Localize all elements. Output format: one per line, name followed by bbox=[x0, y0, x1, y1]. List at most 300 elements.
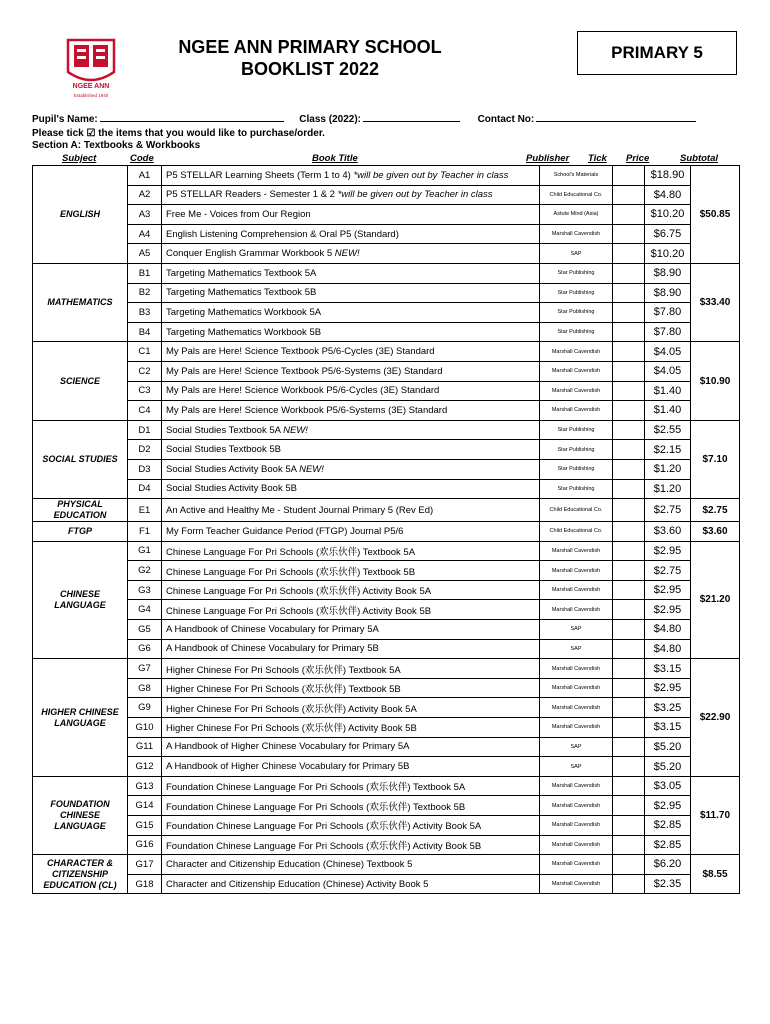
code-cell: C2 bbox=[128, 361, 162, 381]
tick-cell[interactable] bbox=[613, 757, 645, 777]
publisher-cell: Marshall Cavendish bbox=[540, 855, 613, 875]
table-row bbox=[33, 561, 740, 581]
publisher-cell: SAP bbox=[540, 244, 613, 264]
publisher-cell: Marshall Cavendish bbox=[540, 874, 613, 894]
price-cell: $2.15 bbox=[645, 440, 691, 460]
document-title bbox=[150, 36, 470, 80]
book-title-cell bbox=[162, 600, 540, 620]
table-row bbox=[33, 580, 740, 600]
book-title-cell bbox=[162, 283, 540, 303]
price-cell: $3.05 bbox=[645, 776, 691, 796]
book-title: My Pals are Here! Science Textbook P5/6-Cycles (3E) Standard bbox=[166, 346, 435, 358]
code-cell: D3 bbox=[128, 459, 162, 479]
book-title: A Handbook of Higher Chinese Vocabulary for Primary 5A bbox=[166, 741, 410, 753]
booklist-table bbox=[32, 165, 740, 894]
book-title: My Pals are Here! Science Workbook P5/6-Cycles (3E) Standard bbox=[166, 385, 440, 397]
code-cell: G13 bbox=[128, 776, 162, 796]
pupil-name-field[interactable] bbox=[100, 112, 284, 122]
subject-cell: HIGHER CHINESE LANGUAGE bbox=[33, 659, 128, 777]
tick-cell[interactable] bbox=[613, 205, 645, 225]
book-title-cell bbox=[162, 698, 540, 718]
book-title-cell bbox=[162, 835, 540, 855]
price-cell: $4.05 bbox=[645, 361, 691, 381]
tick-cell[interactable] bbox=[613, 620, 645, 640]
book-title-cell bbox=[162, 342, 540, 362]
tick-cell[interactable] bbox=[613, 874, 645, 894]
publisher-cell: Marshall Cavendish bbox=[540, 224, 613, 244]
subject-cell: FTGP bbox=[33, 522, 128, 542]
code-cell: C3 bbox=[128, 381, 162, 401]
book-title-cell bbox=[162, 796, 540, 816]
table-row bbox=[33, 678, 740, 698]
subtotal-cell: $10.90 bbox=[691, 342, 740, 420]
price-cell: $6.75 bbox=[645, 224, 691, 244]
subtotal-cell: $50.85 bbox=[691, 166, 740, 264]
table-row bbox=[33, 263, 740, 283]
book-title: Character and Citizenship Education (Chinese) Activity Book 5 bbox=[166, 878, 429, 890]
table-row bbox=[33, 757, 740, 777]
price-cell: $2.35 bbox=[645, 874, 691, 894]
book-title-cell bbox=[162, 874, 540, 894]
book-title-cell bbox=[162, 361, 540, 381]
table-row bbox=[33, 401, 740, 421]
book-title: Higher Chinese For Pri Schools (欢乐伙伴) Textbook 5B bbox=[166, 684, 401, 696]
table-row bbox=[33, 776, 740, 796]
price-cell: $2.85 bbox=[645, 835, 691, 855]
code-cell: G14 bbox=[128, 796, 162, 816]
subtotal-cell: $22.90 bbox=[691, 659, 740, 777]
book-title-cell bbox=[162, 244, 540, 264]
book-title-cell bbox=[162, 381, 540, 401]
book-title-cell bbox=[162, 580, 540, 600]
publisher-cell: School's Materials bbox=[540, 166, 613, 186]
price-cell: $7.80 bbox=[645, 303, 691, 323]
book-title-cell bbox=[162, 459, 540, 479]
header-tick: Tick bbox=[588, 153, 607, 164]
tick-cell[interactable] bbox=[613, 342, 645, 362]
book-title: P5 STELLAR Readers - Semester 1 & 2 bbox=[166, 189, 335, 201]
table-row bbox=[33, 420, 740, 440]
book-title: Higher Chinese For Pri Schools (欢乐伙伴) Activity Book 5B bbox=[166, 723, 417, 735]
booklist-title: BOOKLIST 2022 bbox=[240, 59, 380, 79]
code-cell: G15 bbox=[128, 816, 162, 836]
table-row bbox=[33, 541, 740, 561]
price-cell: $3.25 bbox=[645, 698, 691, 718]
code-cell: G7 bbox=[128, 659, 162, 679]
tick-cell[interactable] bbox=[613, 522, 645, 542]
publisher-cell: Star Publishing bbox=[540, 283, 613, 303]
table-row bbox=[33, 342, 740, 362]
publisher-cell: Marshall Cavendish bbox=[540, 401, 613, 421]
code-cell: B1 bbox=[128, 263, 162, 283]
book-title: Free Me - Voices from Our Region bbox=[166, 208, 311, 220]
code-cell: E1 bbox=[128, 499, 162, 522]
table-row bbox=[33, 620, 740, 640]
contact-label: Contact No: bbox=[477, 114, 535, 125]
tick-cell[interactable] bbox=[613, 816, 645, 836]
book-title-cell bbox=[162, 855, 540, 875]
tick-cell[interactable] bbox=[613, 224, 645, 244]
book-title-cell bbox=[162, 499, 540, 522]
tick-cell[interactable] bbox=[613, 420, 645, 440]
publisher-cell: Star Publishing bbox=[540, 479, 613, 499]
tick-cell[interactable] bbox=[613, 835, 645, 855]
code-cell: A2 bbox=[128, 185, 162, 205]
price-cell: $3.15 bbox=[645, 659, 691, 679]
header-subtotal: Subtotal bbox=[680, 153, 718, 164]
tick-cell[interactable] bbox=[613, 580, 645, 600]
code-cell: G18 bbox=[128, 874, 162, 894]
book-note: NEW! bbox=[334, 248, 360, 260]
publisher-cell: Marshall Cavendish bbox=[540, 678, 613, 698]
book-title: Chinese Language For Pri Schools (欢乐伙伴) Textbook 5A bbox=[166, 546, 416, 558]
publisher-cell: Marshall Cavendish bbox=[540, 361, 613, 381]
tick-cell[interactable] bbox=[613, 361, 645, 381]
publisher-cell: Marshall Cavendish bbox=[540, 816, 613, 836]
tick-cell[interactable] bbox=[613, 263, 645, 283]
price-cell: $7.80 bbox=[645, 322, 691, 342]
subject-cell: MATHEMATICS bbox=[33, 263, 128, 341]
tick-cell[interactable] bbox=[613, 541, 645, 561]
pupil-info-line bbox=[32, 112, 696, 125]
book-title: Conquer English Grammar Workbook 5 bbox=[166, 248, 333, 260]
book-title: Foundation Chinese Language For Pri Schools (欢乐伙伴) Activity Book 5A bbox=[166, 821, 482, 833]
book-title: An Active and Healthy Me - Student Journal Primary 5 (Rev Ed) bbox=[166, 504, 434, 516]
code-cell: B3 bbox=[128, 303, 162, 323]
price-cell: $5.20 bbox=[645, 737, 691, 757]
book-title: Targeting Mathematics Workbook 5A bbox=[166, 306, 322, 318]
book-title-cell bbox=[162, 718, 540, 738]
book-title: A Handbook of Higher Chinese Vocabulary for Primary 5B bbox=[166, 761, 410, 773]
subject-cell: CHARACTER & CITIZENSHIP EDUCATION (CL) bbox=[33, 855, 128, 894]
book-title: Social Studies Textbook 5A bbox=[166, 424, 281, 436]
code-cell: A3 bbox=[128, 205, 162, 225]
book-title-cell bbox=[162, 678, 540, 698]
tick-cell[interactable] bbox=[613, 166, 645, 186]
code-cell: D2 bbox=[128, 440, 162, 460]
publisher-cell: SAP bbox=[540, 639, 613, 659]
table-row bbox=[33, 659, 740, 679]
price-cell: $8.90 bbox=[645, 283, 691, 303]
book-title-cell bbox=[162, 737, 540, 757]
table-row bbox=[33, 835, 740, 855]
table-row bbox=[33, 639, 740, 659]
svg-text:NGEE ANN: NGEE ANN bbox=[72, 83, 110, 90]
book-title: Higher Chinese For Pri Schools (欢乐伙伴) Activity Book 5A bbox=[166, 703, 417, 715]
publisher-cell: Child Educational Co. bbox=[540, 185, 613, 205]
book-note: NEW! bbox=[299, 463, 324, 475]
table-row bbox=[33, 381, 740, 401]
publisher-cell: SAP bbox=[540, 737, 613, 757]
tick-cell[interactable] bbox=[613, 737, 645, 757]
class-label: Class (2022): bbox=[299, 114, 361, 125]
instruction-text: Please tick ☑ the items that you would like to purchase/order. bbox=[32, 128, 325, 139]
code-cell: G1 bbox=[128, 541, 162, 561]
code-cell: B4 bbox=[128, 322, 162, 342]
price-cell: $2.75 bbox=[645, 561, 691, 581]
subject-cell: SCIENCE bbox=[33, 342, 128, 420]
tick-cell[interactable] bbox=[613, 698, 645, 718]
publisher-cell: Marshall Cavendish bbox=[540, 796, 613, 816]
book-title-cell bbox=[162, 620, 540, 640]
school-logo bbox=[62, 34, 120, 100]
book-title-cell bbox=[162, 659, 540, 679]
book-title: Foundation Chinese Language For Pri Schools (欢乐伙伴) Activity Book 5B bbox=[166, 840, 482, 852]
book-title-cell bbox=[162, 322, 540, 342]
price-cell: $4.05 bbox=[645, 342, 691, 362]
table-row bbox=[33, 361, 740, 381]
subtotal-cell: $33.40 bbox=[691, 263, 740, 341]
publisher-cell: Star Publishing bbox=[540, 303, 613, 323]
book-title-cell bbox=[162, 263, 540, 283]
publisher-cell: Star Publishing bbox=[540, 420, 613, 440]
tick-cell[interactable] bbox=[613, 678, 645, 698]
tick-cell[interactable] bbox=[613, 185, 645, 205]
price-cell: $4.80 bbox=[645, 620, 691, 640]
table-row bbox=[33, 283, 740, 303]
tick-cell[interactable] bbox=[613, 244, 645, 264]
table-row bbox=[33, 205, 740, 225]
tick-cell[interactable] bbox=[613, 855, 645, 875]
code-cell: G5 bbox=[128, 620, 162, 640]
book-note: NEW! bbox=[283, 424, 308, 436]
book-title: Chinese Language For Pri Schools (欢乐伙伴) Activity Book 5B bbox=[166, 605, 432, 617]
book-title: A Handbook of Chinese Vocabulary for Primary 5B bbox=[166, 643, 379, 655]
table-row bbox=[33, 718, 740, 738]
book-title: Targeting Mathematics Textbook 5B bbox=[166, 287, 317, 299]
book-title: Character and Citizenship Education (Chinese) Textbook 5 bbox=[166, 858, 413, 870]
book-title: Higher Chinese For Pri Schools (欢乐伙伴) Textbook 5A bbox=[166, 664, 401, 676]
tick-cell[interactable] bbox=[613, 639, 645, 659]
tick-cell[interactable] bbox=[613, 401, 645, 421]
code-cell: A1 bbox=[128, 166, 162, 186]
price-cell: $2.55 bbox=[645, 420, 691, 440]
book-title: P5 STELLAR Learning Sheets (Term 1 to 4) bbox=[166, 169, 351, 181]
code-cell: C4 bbox=[128, 401, 162, 421]
publisher-cell: Marshall Cavendish bbox=[540, 718, 613, 738]
tick-cell[interactable] bbox=[613, 796, 645, 816]
book-title-cell bbox=[162, 166, 540, 186]
book-title: Chinese Language For Pri Schools (欢乐伙伴) Textbook 5B bbox=[166, 566, 416, 578]
book-title: Social Studies Activity Book 5B bbox=[166, 483, 297, 495]
publisher-cell: Marshall Cavendish bbox=[540, 659, 613, 679]
book-title-cell bbox=[162, 479, 540, 499]
table-row bbox=[33, 600, 740, 620]
subtotal-cell: $21.20 bbox=[691, 541, 740, 659]
subtotal-cell: $7.10 bbox=[691, 420, 740, 498]
code-cell: C1 bbox=[128, 342, 162, 362]
table-row bbox=[33, 522, 740, 542]
header-publisher: Publisher bbox=[526, 153, 570, 164]
tick-cell[interactable] bbox=[613, 283, 645, 303]
price-cell: $1.40 bbox=[645, 381, 691, 401]
subtotal-cell: $2.75 bbox=[691, 499, 740, 522]
subject-cell: SOCIAL STUDIES bbox=[33, 420, 128, 498]
tick-cell[interactable] bbox=[613, 303, 645, 323]
table-row bbox=[33, 440, 740, 460]
code-cell: G3 bbox=[128, 580, 162, 600]
price-cell: $8.90 bbox=[645, 263, 691, 283]
price-cell: $4.80 bbox=[645, 639, 691, 659]
code-cell: G16 bbox=[128, 835, 162, 855]
table-row bbox=[33, 499, 740, 522]
book-title: A Handbook of Chinese Vocabulary for Primary 5A bbox=[166, 623, 379, 635]
price-cell: $2.95 bbox=[645, 580, 691, 600]
publisher-cell: Star Publishing bbox=[540, 322, 613, 342]
tick-cell[interactable] bbox=[613, 718, 645, 738]
table-row bbox=[33, 816, 740, 836]
school-name: NGEE ANN PRIMARY SCHOOL bbox=[178, 37, 442, 57]
price-cell: $2.85 bbox=[645, 816, 691, 836]
publisher-cell: Marshall Cavendish bbox=[540, 342, 613, 362]
code-cell: B2 bbox=[128, 283, 162, 303]
tick-cell[interactable] bbox=[613, 381, 645, 401]
code-cell: G9 bbox=[128, 698, 162, 718]
book-title-cell bbox=[162, 561, 540, 581]
book-title-cell bbox=[162, 185, 540, 205]
book-title: Chinese Language For Pri Schools (欢乐伙伴) Activity Book 5A bbox=[166, 586, 432, 598]
book-title-cell bbox=[162, 224, 540, 244]
publisher-cell: SAP bbox=[540, 757, 613, 777]
subject-cell: FOUNDATION CHINESE LANGUAGE bbox=[33, 776, 128, 854]
book-title: Social Studies Activity Book 5A bbox=[166, 463, 297, 475]
table-row bbox=[33, 303, 740, 323]
header-subject: Subject bbox=[62, 153, 97, 164]
publisher-cell: Star Publishing bbox=[540, 263, 613, 283]
price-cell: $5.20 bbox=[645, 757, 691, 777]
price-cell: $4.80 bbox=[645, 185, 691, 205]
price-cell: $1.20 bbox=[645, 459, 691, 479]
book-title-cell bbox=[162, 303, 540, 323]
book-title-cell bbox=[162, 757, 540, 777]
subject-cell: ENGLISH bbox=[33, 166, 128, 264]
subtotal-cell: $11.70 bbox=[691, 776, 740, 854]
publisher-cell: Marshall Cavendish bbox=[540, 600, 613, 620]
book-title-cell bbox=[162, 420, 540, 440]
code-cell: G17 bbox=[128, 855, 162, 875]
grade-box: PRIMARY 5 bbox=[577, 31, 737, 75]
book-title-cell bbox=[162, 776, 540, 796]
table-row bbox=[33, 698, 740, 718]
book-title: English Listening Comprehension & Oral P5 (Standard) bbox=[166, 228, 399, 240]
price-cell: $2.95 bbox=[645, 678, 691, 698]
tick-cell[interactable] bbox=[613, 659, 645, 679]
code-cell: G12 bbox=[128, 757, 162, 777]
book-note: *will be given out by Teacher in class bbox=[337, 189, 493, 201]
publisher-cell: Marshall Cavendish bbox=[540, 381, 613, 401]
publisher-cell: Marshall Cavendish bbox=[540, 561, 613, 581]
code-cell: A5 bbox=[128, 244, 162, 264]
book-note: *will be given out by Teacher in class bbox=[353, 169, 509, 181]
code-cell: D1 bbox=[128, 420, 162, 440]
book-title: Targeting Mathematics Workbook 5B bbox=[166, 326, 322, 338]
code-cell: A4 bbox=[128, 224, 162, 244]
table-row bbox=[33, 244, 740, 264]
code-cell: D4 bbox=[128, 479, 162, 499]
publisher-cell: SAP bbox=[540, 620, 613, 640]
price-cell: $2.75 bbox=[645, 499, 691, 522]
table-row bbox=[33, 185, 740, 205]
publisher-cell: Child Educational Co. bbox=[540, 499, 613, 522]
svg-text:Established 1940: Established 1940 bbox=[73, 93, 109, 98]
book-title-cell bbox=[162, 816, 540, 836]
code-cell: G2 bbox=[128, 561, 162, 581]
book-title-cell bbox=[162, 541, 540, 561]
book-title-cell bbox=[162, 639, 540, 659]
publisher-cell: Star Publishing bbox=[540, 440, 613, 460]
subject-cell: PHYSICAL EDUCATION bbox=[33, 499, 128, 522]
header-code: Code bbox=[130, 153, 154, 164]
table-row bbox=[33, 459, 740, 479]
table-row bbox=[33, 166, 740, 186]
tick-cell[interactable] bbox=[613, 561, 645, 581]
book-title-cell bbox=[162, 522, 540, 542]
book-title: Foundation Chinese Language For Pri Schools (欢乐伙伴) Textbook 5B bbox=[166, 801, 466, 813]
publisher-cell: Marshall Cavendish bbox=[540, 776, 613, 796]
price-cell: $1.20 bbox=[645, 479, 691, 499]
publisher-cell: Astute Mind (Asia) bbox=[540, 205, 613, 225]
code-cell: G4 bbox=[128, 600, 162, 620]
subtotal-cell: $8.55 bbox=[691, 855, 740, 894]
price-cell: $1.40 bbox=[645, 401, 691, 421]
header-price: Price bbox=[626, 153, 650, 164]
publisher-cell: Marshall Cavendish bbox=[540, 698, 613, 718]
pupil-name-label: Pupil's Name: bbox=[32, 114, 98, 125]
publisher-cell: Marshall Cavendish bbox=[540, 835, 613, 855]
subject-cell: CHINESE LANGUAGE bbox=[33, 541, 128, 659]
price-cell: $3.60 bbox=[645, 522, 691, 542]
publisher-cell: Marshall Cavendish bbox=[540, 541, 613, 561]
price-cell: $10.20 bbox=[645, 244, 691, 264]
code-cell: G10 bbox=[128, 718, 162, 738]
contact-field[interactable] bbox=[536, 112, 696, 122]
table-row bbox=[33, 224, 740, 244]
code-cell: G8 bbox=[128, 678, 162, 698]
tick-cell[interactable] bbox=[613, 440, 645, 460]
price-cell: $10.20 bbox=[645, 205, 691, 225]
tick-cell[interactable] bbox=[613, 322, 645, 342]
table-row bbox=[33, 322, 740, 342]
tick-cell[interactable] bbox=[613, 479, 645, 499]
book-title: Foundation Chinese Language For Pri Schools (欢乐伙伴) Textbook 5A bbox=[166, 782, 466, 794]
table-row bbox=[33, 855, 740, 875]
book-title: My Form Teacher Guidance Period (FTGP) Journal P5/6 bbox=[166, 525, 404, 537]
book-title-cell bbox=[162, 401, 540, 421]
tick-cell[interactable] bbox=[613, 499, 645, 522]
tick-cell[interactable] bbox=[613, 459, 645, 479]
book-title: Targeting Mathematics Textbook 5A bbox=[166, 267, 317, 279]
price-cell: $3.15 bbox=[645, 718, 691, 738]
tick-cell[interactable] bbox=[613, 600, 645, 620]
subtotal-cell: $3.60 bbox=[691, 522, 740, 542]
tick-cell[interactable] bbox=[613, 776, 645, 796]
section-title: Section A: Textbooks & Workbooks bbox=[32, 140, 201, 151]
table-row bbox=[33, 796, 740, 816]
price-cell: $6.20 bbox=[645, 855, 691, 875]
price-cell: $2.95 bbox=[645, 541, 691, 561]
header-book-title: Book Title bbox=[312, 153, 358, 164]
code-cell: G11 bbox=[128, 737, 162, 757]
table-row bbox=[33, 479, 740, 499]
book-title: My Pals are Here! Science Workbook P5/6-Systems (3E) Standard bbox=[166, 404, 448, 416]
code-cell: F1 bbox=[128, 522, 162, 542]
table-row bbox=[33, 737, 740, 757]
publisher-cell: Star Publishing bbox=[540, 459, 613, 479]
class-field[interactable] bbox=[363, 112, 460, 122]
price-cell: $2.95 bbox=[645, 796, 691, 816]
price-cell: $18.90 bbox=[645, 166, 691, 186]
publisher-cell: Child Educational Co. bbox=[540, 522, 613, 542]
